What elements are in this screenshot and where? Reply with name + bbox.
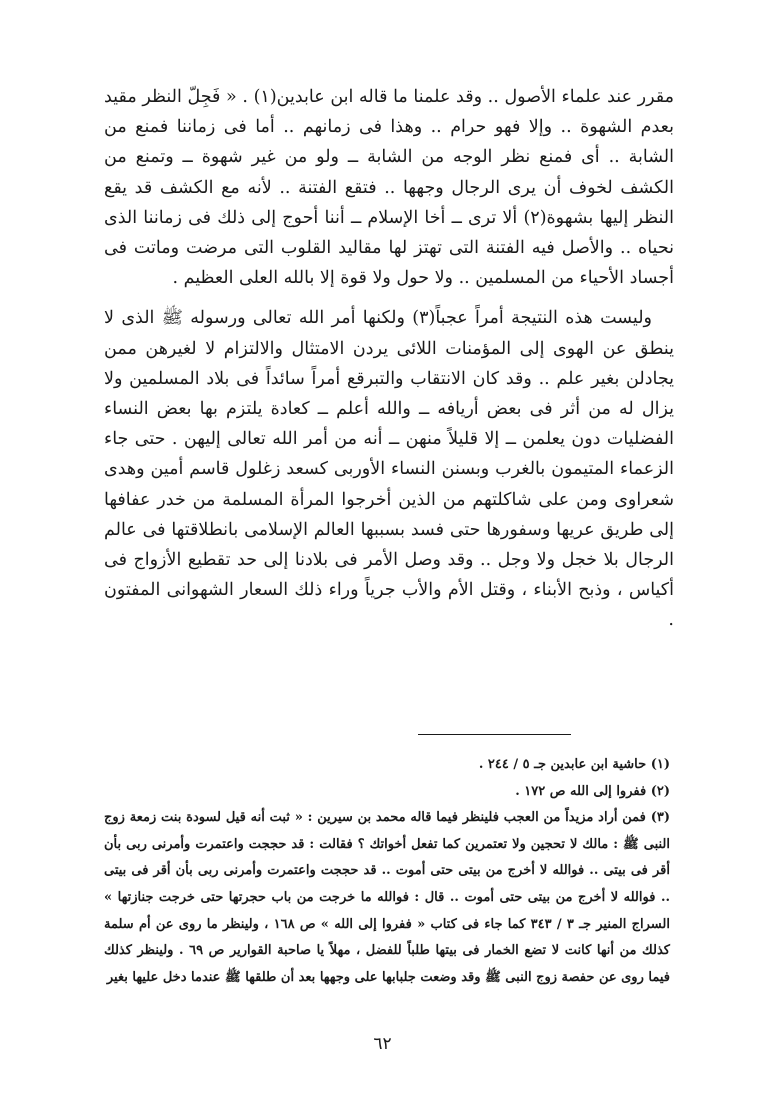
footnote-3: (٣) فمن أراد مزيداً من العجب فلينظر فيما قاله محمد بن سيرين : « ثبت أنه قيل لسودة بنت زمعة زوج النبى ﷺ : مالك لا تحجين ولا تعتمرين كما تفعل أخواتك ؟ فقالت : قد حججت واعتمرت وأمرنى ربى بأن أقر فى بيتى .. فوالله لا أخرج من بيتى حتى أموت .. قد حججت واعتمرت وأمرنى ربى بأن أقر فى بيتى .. فوالله لا أخرج من بيتى حتى أموت .. قال : فوالله ما خرجت من باب حجرتها حتى خرجت جنازتها » السراج المنير جـ ٣ / ٣٤٣ كما جاء فى كتاب « ففروا إلى الله » ص ١٦٨ ، ولينظر ما روى عن أم سلمة كذلك من أنها كانت لا تضع الخمار فى بيتها طلباً للفضل ، مهلاً يا صاحبة القوارير ص ٦٩ . ولينظر كذلك فيما روى عن حفصة زوج النبى ﷺ وقد وضعت جلبابها على وجهها بعد أن طلقها ﷺ عندما دخل عليها بغير [104, 810, 670, 985]
footnotes [104, 752, 674, 991]
footnote-2: (٢) ففروا إلى الله ص ١٧٢ . [515, 783, 670, 799]
page-number: ٦٢ [373, 1034, 392, 1054]
paragraph-1: مقرر عند علماء الأصول .. وقد علمنا ما قاله ابن عابدين(١) . « فَجِلّ النظر مقيد بعدم الشهوة .. وإلا فهو حرام .. وهذا فى زمانهم .. أما فى زماننا فمنع من الشابة .. أى فمنع نظر الوجه من الشابة ــ ولو من غير شهوة ــ وتمنع من الكشف لخوف أن يرى الرجال وجهها .. فتقع الفتنة .. لأنه مع الكشف قد يقع النظر إليها بشهوة(٢) ألا ترى ــ أخا الإسلام ــ أننا أحوج إلى ذلك فى زماننا الذى نحياه .. والأصل فيه الفتنة التى تهتز لها مقاليد القلوب التى مرضت وماتت فى أجساد الأحياء من المسلمين .. ولا حول ولا قوة إلا بالله العلى العظيم . [104, 87, 674, 289]
footnote-1: (١) حاشية ابن عابدين جـ ٥ / ٢٤٤ . [478, 757, 670, 772]
footnote-separator [418, 734, 571, 735]
paragraph-2: وليست هذه النتيجة أمراً عجباً(٣) ولكنها أمر الله تعالى ورسوله ﷺ الذى لا ينطق عن الهوى إلى المؤمنات اللائى يردن الامتثال والالتزام لا لغيرهن ممن يجادلن بغير علم .. وقد كان الانتقاب والتبرقع أمراً سائداً فى بلاد المسلمين ولا يزال له من أثر فى بعض أريافه ــ والله أعلم ــ كعادة يلتزم بها بعض النساء الفضليات دون يعلمن ــ إلا قليلاً منهن ــ أنه من أمر الله تعالى إليهن . حتى جاء الزعماء المتيمون بالغرب وبسنن النساء الأوربى كسعد زغلول قاسم أمين وهدى شعراوى ومن على شاكلتهم من الذين أخرجوا المرأة المسلمة من خدر عفافها إلى طريق عريها وسفورها حتى فسد بسببها العالم الإسلامى بانطلاقتها فى عالم الرجال بلا خجل ولا وجل .. وقد وصل الأمر فى بلادنا إلى حد تقطيع الأزواج فى أكياس ، وذبح الأبناء ، وقتل الأم والأب جرياً وراء ذلك السعار الشهوانى المفتون . [104, 308, 674, 631]
main-text [104, 82, 674, 636]
